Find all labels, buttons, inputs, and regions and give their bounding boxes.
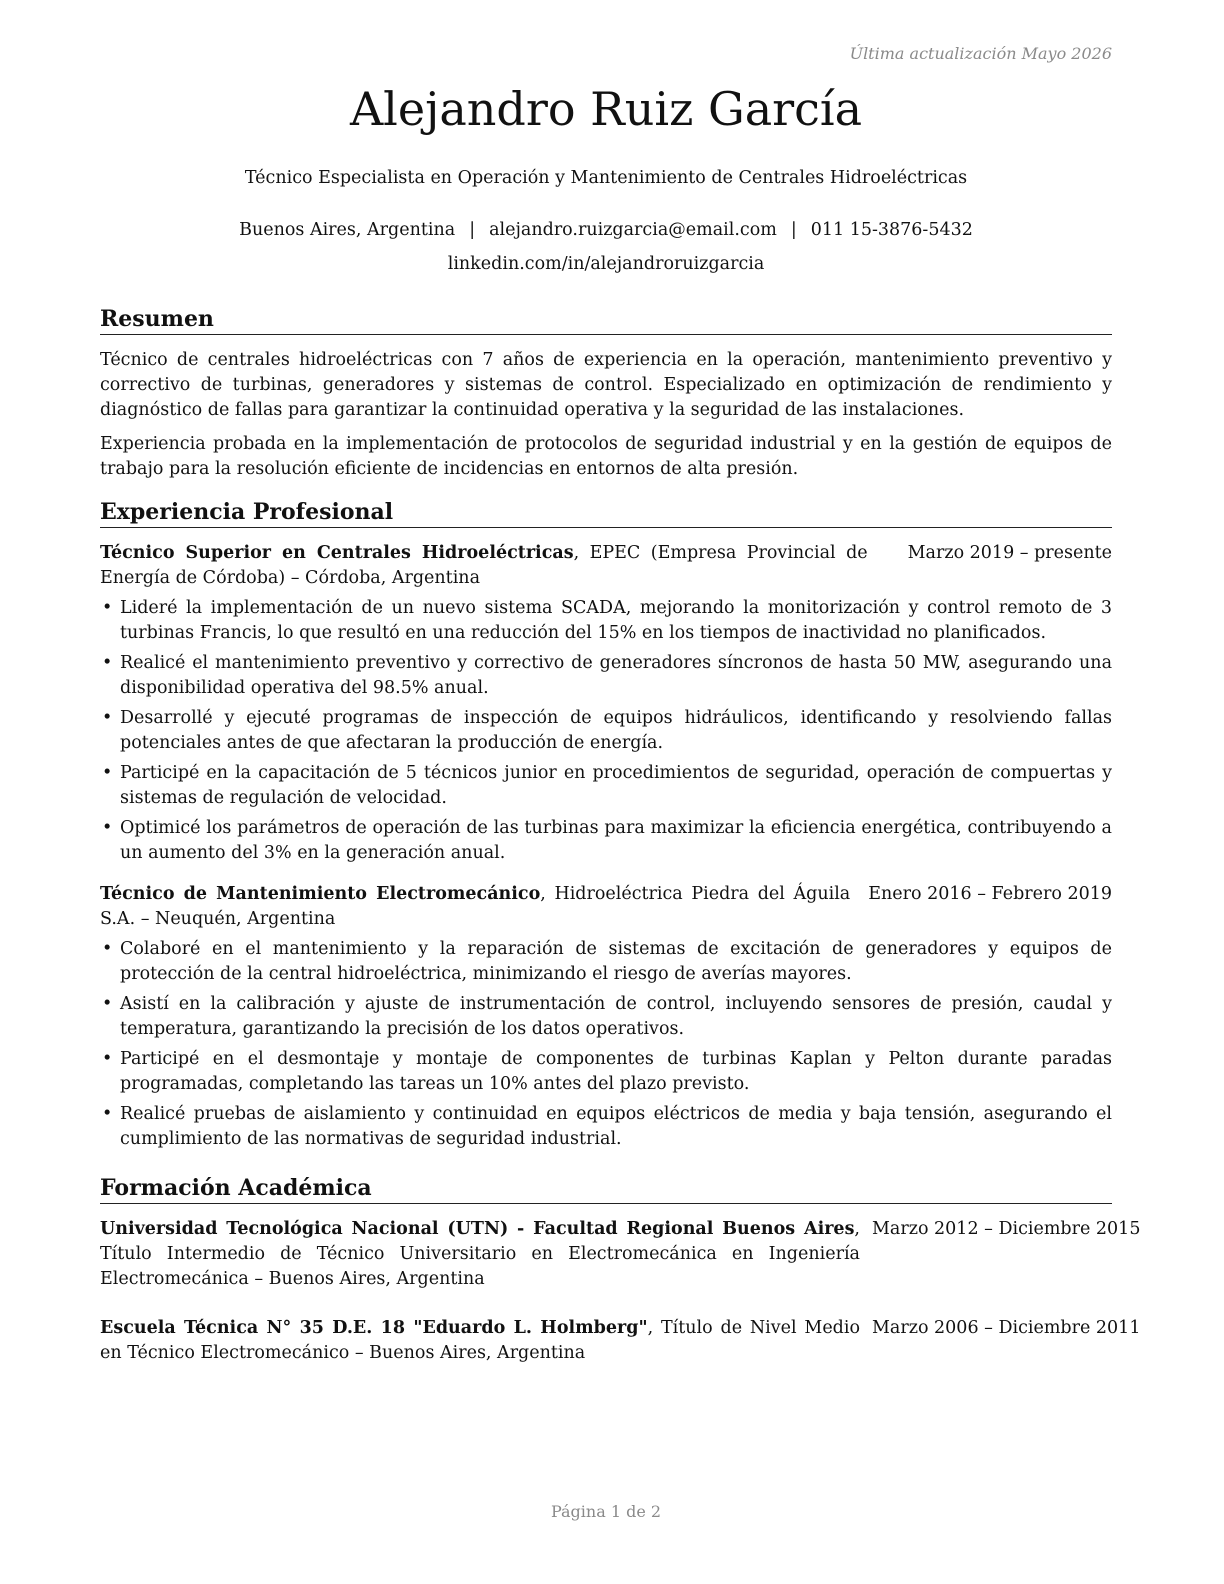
list-item: • Asistí en la calibración y ajuste de instrumentación de control, incluyendo sensores de presión, caudal y temperatura, garantizando la precisión de los datos operativos. xyxy=(100,992,1112,1042)
job-bullets xyxy=(100,596,1112,866)
professional-title: Técnico Especialista en Operación y Mantenimiento de Centrales Hidroeléctricas xyxy=(244,168,968,188)
candidate-name: Alejandro Ruiz García xyxy=(349,82,863,136)
education-dates: Marzo 2012 – Diciembre 2015 xyxy=(872,1219,1141,1239)
list-item: • Lideré la implementación de un nuevo sistema SCADA, mejorando la monitorización y control remoto de 3 turbinas Francis, lo que resultó en una reducción del 15% en los tiempos de inactividad no planificados. xyxy=(100,596,1112,646)
location: Buenos Aires, Argentina xyxy=(239,220,456,240)
experience-section xyxy=(100,498,1112,1157)
education-dates: Marzo 2006 – Diciembre 2011 xyxy=(872,1318,1141,1338)
education-entry xyxy=(100,1316,1141,1366)
contact-line xyxy=(0,220,1212,240)
job-header xyxy=(100,541,1112,591)
education-detail: , Título de Nivel Medio en Técnico Electromecánico – Buenos Aires, Argentina xyxy=(100,1318,861,1363)
job-header xyxy=(100,882,1112,932)
education-detail: , Título Intermedio de Técnico Universitario en Electromecánica en Ingeniería Electromecánica – Buenos Aires, Argentina xyxy=(100,1219,860,1289)
list-item: • Desarrollé y ejecuté programas de inspección de equipos hidráulicos, identificando y resolviendo fallas potenciales antes de que afectaran la producción de energía. xyxy=(100,706,1112,756)
last-updated-note: Última actualización Mayo 2026 xyxy=(849,44,1112,63)
job-role: Técnico Superior en Centrales Hidroeléctricas xyxy=(100,543,574,563)
page-number: Página 1 de 2 xyxy=(550,1502,662,1521)
education-section xyxy=(100,1174,1141,1366)
list-item: • Optimicé los parámetros de operación de las turbinas para maximizar la eficiencia energética, contribuyendo a un aumento del 3% en la generación anual. xyxy=(100,816,1112,866)
job-company: , Hidroeléctrica Piedra del Águila S.A. – Neuquén, Argentina xyxy=(100,884,851,929)
summary-section xyxy=(100,305,1112,482)
education-entry xyxy=(100,1217,1141,1292)
job-company: , EPEC (Empresa Provincial de Energía de Córdoba) – Córdoba, Argentina xyxy=(100,543,868,588)
email-link[interactable]: alejandro.ruizgarcia@email.com xyxy=(489,220,777,240)
summary-paragraph: Técnico de centrales hidroeléctricas con 7 años de experiencia en la operación, mantenimiento preventivo y correctivo de turbinas, generadores y sistemas de control. Especializado en optimización de rendimiento y diagnóstico de fallas para garantizar la continuidad operativa y la seguridad de las instalaciones. xyxy=(100,350,1112,420)
phone: 011 15-3876-5432 xyxy=(810,220,973,240)
job-role: Técnico de Mantenimiento Electromecánico xyxy=(100,884,541,904)
linkedin-link[interactable]: linkedin.com/in/alejandroruizgarcia xyxy=(447,254,765,274)
section-title-experience: Experiencia Profesional xyxy=(100,498,1112,528)
list-item: • Participé en la capacitación de 5 técnicos junior en procedimientos de seguridad, operación de compuertas y sistemas de regulación de velocidad. xyxy=(100,761,1112,811)
list-item: • Realicé el mantenimiento preventivo y correctivo de generadores síncronos de hasta 50 MW, asegurando una disponibilidad operativa del 98.5% anual. xyxy=(100,651,1112,701)
separator: | xyxy=(790,220,797,240)
summary-paragraph: Experiencia probada en la implementación de protocolos de seguridad industrial y en la gestión de equipos de trabajo para la resolución eficiente de incidencias en entornos de alta presión. xyxy=(100,434,1112,479)
education-school: Escuela Técnica N° 35 D.E. 18 "Eduardo L. Holmberg" xyxy=(100,1318,648,1338)
job-dates: Marzo 2019 – presente xyxy=(907,543,1112,563)
job-bullets xyxy=(100,937,1112,1152)
separator: | xyxy=(469,220,476,240)
job-entry xyxy=(100,541,1112,866)
list-item: • Participé en el desmontaje y montaje de componentes de turbinas Kaplan y Pelton durante paradas programadas, completando las tareas un 10% antes del plazo previsto. xyxy=(100,1047,1112,1097)
list-item: • Realicé pruebas de aislamiento y continuidad en equipos eléctricos de media y baja tensión, asegurando el cumplimiento de las normativas de seguridad industrial. xyxy=(100,1102,1112,1152)
job-dates: Enero 2016 – Febrero 2019 xyxy=(868,884,1112,904)
section-title-education: Formación Académica xyxy=(100,1174,1112,1204)
job-entry xyxy=(100,882,1112,1152)
section-title-summary: Resumen xyxy=(100,305,1112,335)
education-school: Universidad Tecnológica Nacional (UTN) - Facultad Regional Buenos Aires xyxy=(100,1219,855,1239)
list-item: • Colaboré en el mantenimiento y la reparación de sistemas de excitación de generadores y equipos de protección de la central hidroeléctrica, minimizando el riesgo de averías mayores. xyxy=(100,937,1112,987)
